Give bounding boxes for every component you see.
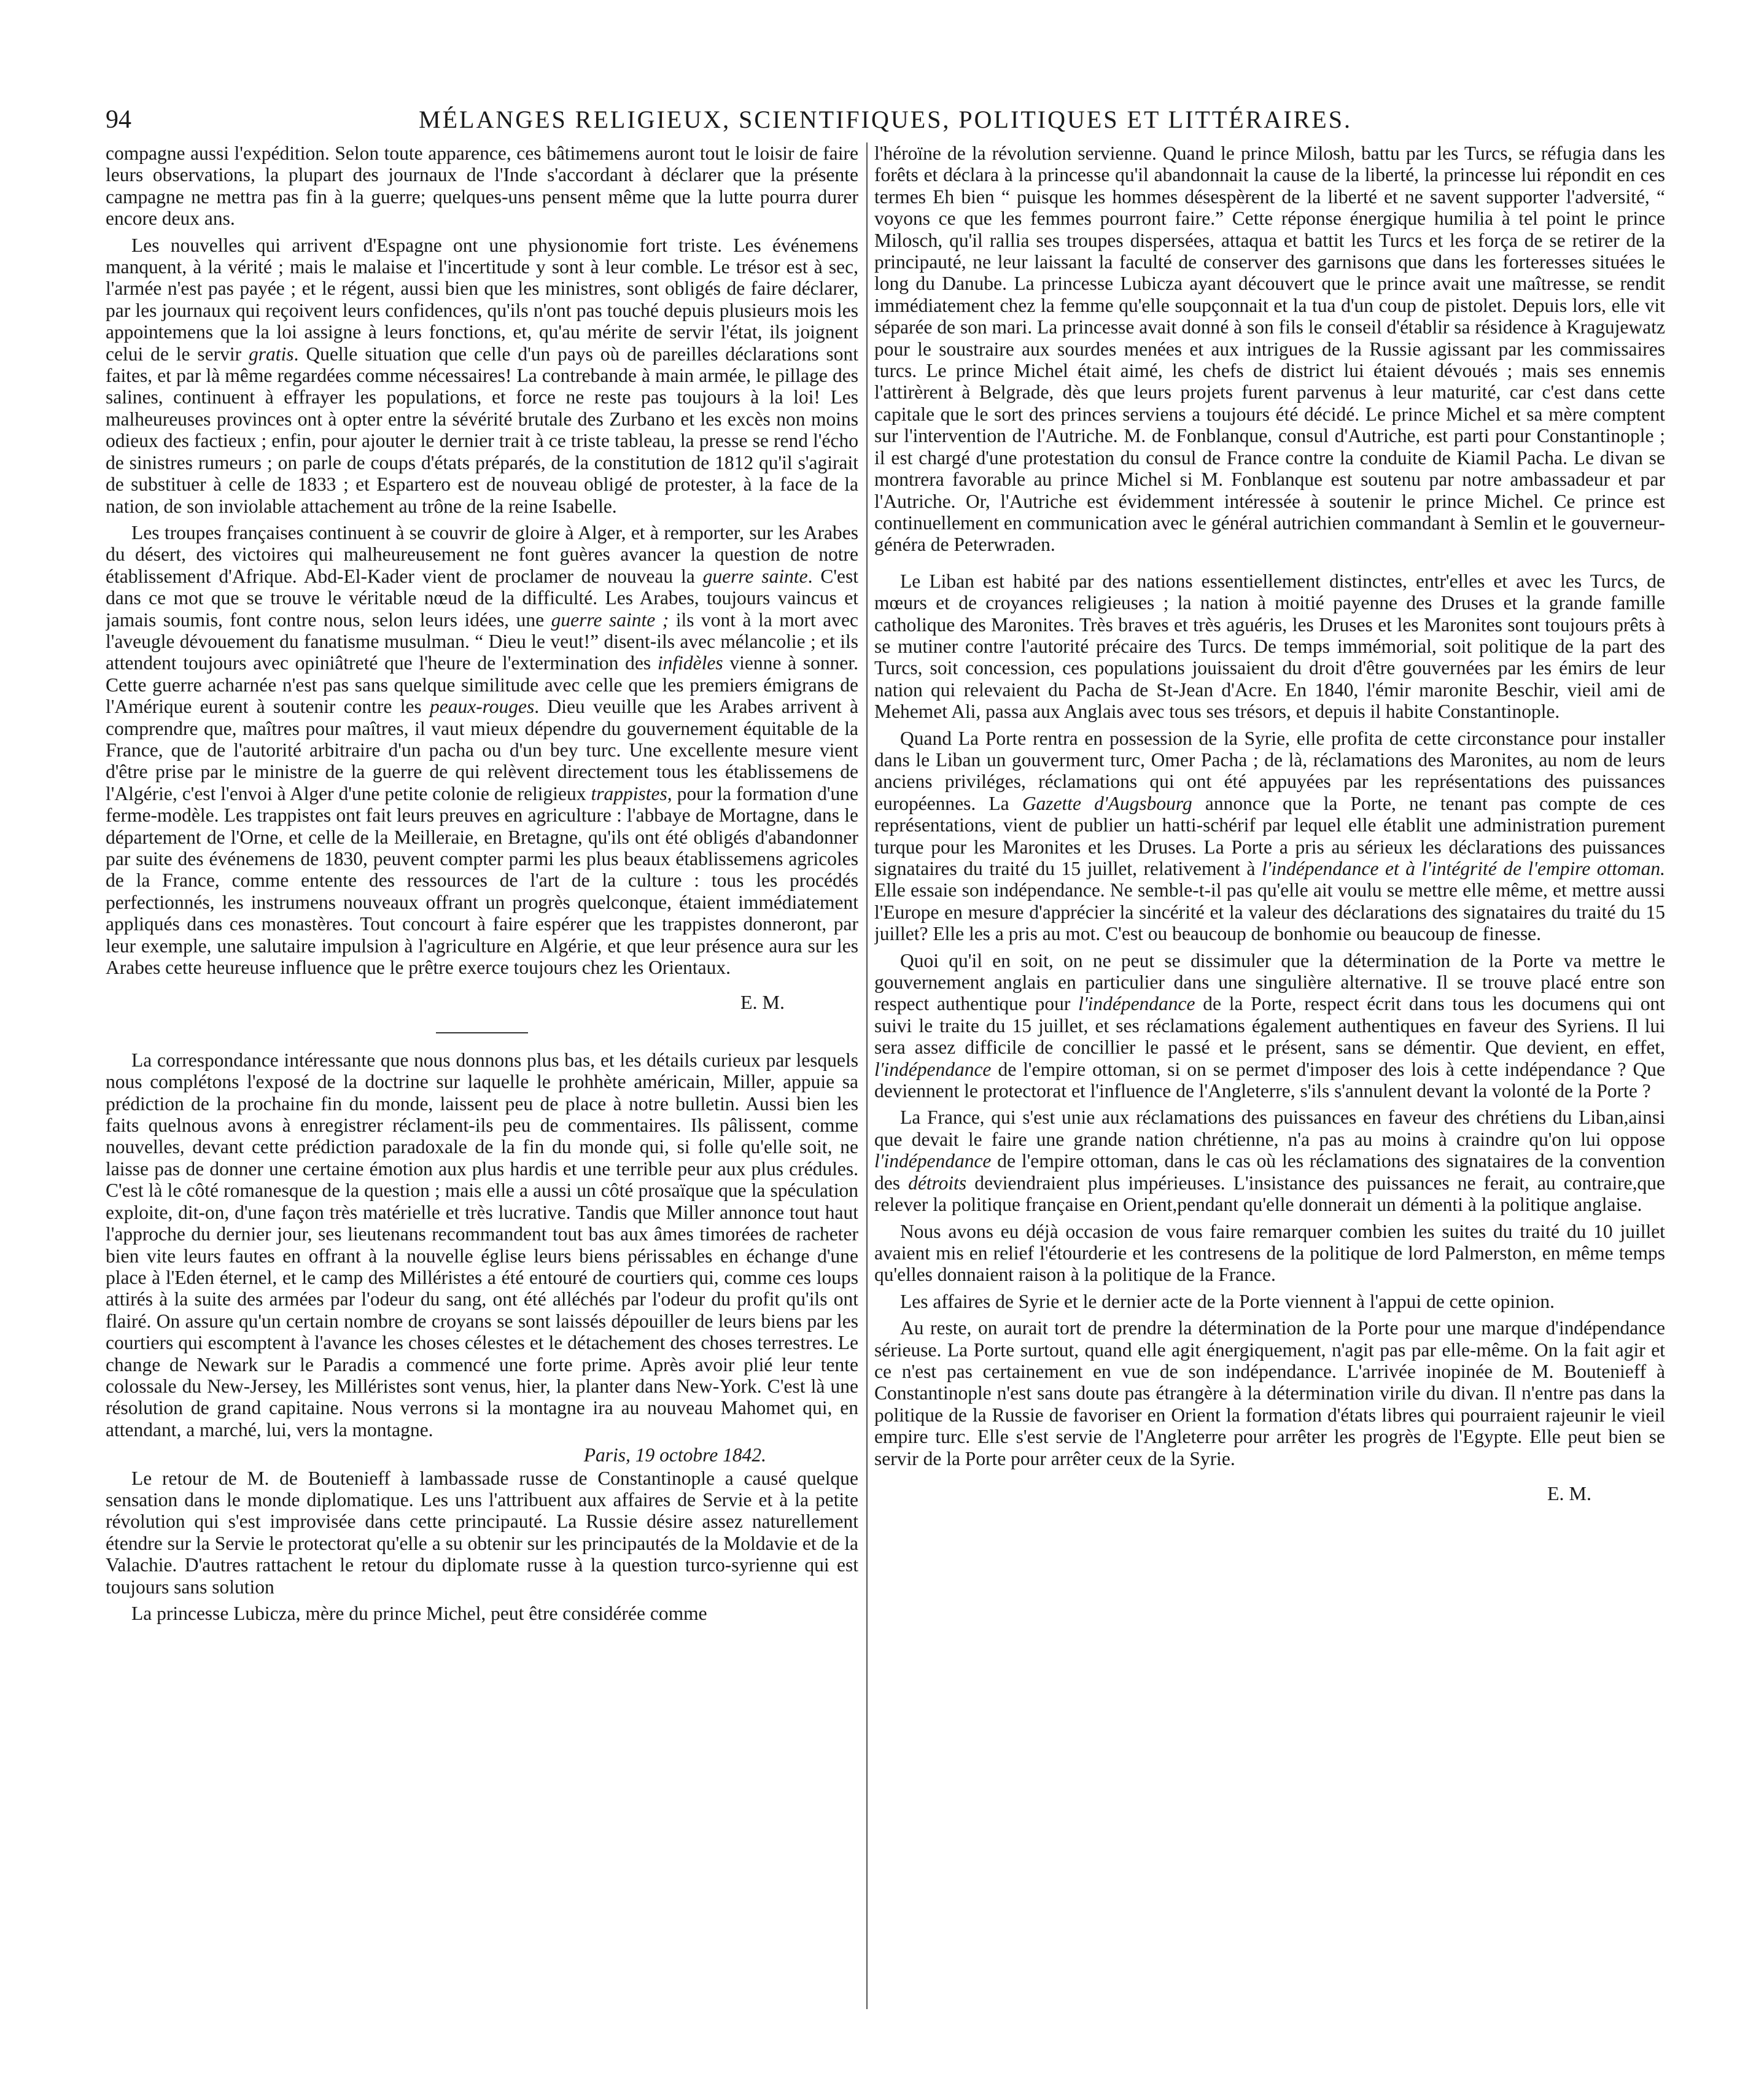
emphasis: l'indépendance: [874, 1058, 992, 1080]
paragraph: Quoi qu'il en soit, on ne peut se dissimuler que la détermination de la Porte va mettre le gouvernement anglais en particulier dans une singulière alternative. Il se trouve placé entre son respect authentique pour l'indépendance de la Porte, respect écrit dans tous les documens qui ont suivi le traite du 15 juillet, et ses réclamations également authentiques en faveur des Syriens. Il lui sera assez difficile de concillier le passé et le présent, sans se démentir. Que devient, en effet, l'indépendance de l'empire ottoman, si on se permet d'imposer des lois à cette indépendance ? Que deviennent le protectorat et l'influence de l'Angleterre, s'ils s'annulent devant la volonté de la Porte ?: [874, 949, 1665, 1102]
column-rule: [866, 142, 868, 2009]
right-column: [874, 142, 1665, 2021]
paragraph: Quand La Porte rentra en possession de la Syrie, elle profita de cette circonstance pour installer dans le Liban un gouverment turc, Omer Pacha ; de là, réclamations des Maronites, au nom de leurs anciens priviléges, réclamations qui ont été appuyées par les représentations des puissances européennes. La Gazette d'Augsbourg annonce que la Porte, ne tenant pas compte de ces représentations, vient de publier un hatti-schérif par lequel elle établit une administration purement turque pour les Maronites et les Druses. La Porte a pris au sérieux les déclarations des puissances signataires du traité du 15 juillet, relativement à l'indépendance et à l'intégrité de l'empire ottoman. Elle essaie son indépendance. Ne semble-t-il pas qu'elle ait voulu se mettre elle même, et mettre aussi l'Europe en mesure d'apprécier la sincérité et la valeur des déclarations des signataires du traité du 15 juillet? Elle les a pris au mot. C'est ou beaucoup de bonhomie ou beaucoup de finesse.: [874, 727, 1665, 945]
signature: E. M.: [740, 991, 785, 1014]
paragraph: Les affaires de Syrie et le dernier acte de la Porte viennent à l'appui de cette opinion.: [900, 1290, 1555, 1312]
paragraph: Les troupes françaises continuent à se couvrir de gloire à Alger, et à remporter, sur les Arabes du désert, des victoires qui malheureusement ne font guères avancer la question de notre établissement d'Afrique. Abd-El-Kader vient de proclamer de nouveau la guerre sainte. C'est dans ce mot que se trouve le véritable nœud de la difficulté. Les Arabes, toujours vaincus et jamais soumis, font contre nous, selon leurs idées, une guerre sainte ; ils vont à la mort avec l'aveugle dévouement du fanatisme musulman. “ Dieu le veut!” disent-ils avec mélancolie ; et ils attendent toujours avec opiniâtreté que l'heure de l'extermination des infidèles vienne à sonner. Cette guerre acharnée n'est pas sans quelque similitude avec celle que les premiers émigrans de l'Amérique eurent à soutenir contre les peaux-rouges. Dieu veuille que les Arabes arrivent à comprendre que, maîtres pour maîtres, il vaut mieux dépendre du gouvernement équitable de la France, que de l'autorité arbitraire d'un pacha ou d'un bey turc. Une excellente mesure vient d'être prise par le ministre de la guerre de qui relèvent directement tous les établissemens de l'Algérie, c'est l'envoi à Alger d'une petite colonie de religieux trappistes, pour la formation d'une ferme-modèle. Les trappistes ont fait leurs preuves en agriculture : l'abbaye de Mortagne, dans le département de l'Orne, et celle de la Meilleraie, en Bretagne, qu'ils ont été obligés d'abandonner par suite des événemens de 1830, peuvent compter parmi les plus beaux établissemens agricoles de la France, comme entente des ressources de l'art de la culture : tous les procédés perfectionnés, les instrumens nouveaux offrant un progrès quelconque, étaient immédiatement appliqués dans ces monastères. Tout concourt à faire espérer que les trappistes donneront, par leur exemple, une salutaire impulsion à l'agriculture en Algérie, et que leur présence aura sur les Arabes cette heureuse influence que le prêtre exerce toujours chez les Orientaux.: [106, 521, 858, 979]
paragraph: Les nouvelles qui arrivent d'Espagne ont une physionomie fort triste. Les événemens manquent, à la vérité ; mais le malaise et l'incertitude y sont à leur comble. Le trésor est à sec, l'armée n'est pas payée ; et le régent, aussi bien que les ministres, sont obligés de faire déclarer, par les journaux qui reçoivent leurs confidences, qu'ils n'ont pas touché depuis plusieurs mois les appointemens que la loi assigne à leurs fonctions, et, qu'au mérite de servir l'état, ils joignent celui de le servir gratis. Quelle situation que celle d'un pays où de pareilles déclarations sont faites, et par là même regardées comme nécessaires! La contrebande à main armée, le pillage des salines, continuent à effrayer les populations, et force ne reste pas toujours à la loi! Les malheureuses provinces ont à opter entre la sévérité brutale des Zurbano et les excès non moins odieux des factieux ; enfin, pour ajouter le dernier trait à ce triste tableau, la presse se rend l'écho de sinistres rumeurs ; on parle de coups d'états préparés, de la constitution de 1812 qu'il s'agirait de substituer à celle de 1833 ; et Espartero est de nouveau obligé de protester, à la face de la nation, de son inviolable attachement au trône de la reine Isabelle.: [106, 234, 858, 517]
emphasis: l'indépendance et à l'intégrité de l'empire ottoman.: [1262, 858, 1665, 879]
dateline: Paris, 19 octobre 1842.: [583, 1444, 766, 1466]
paragraph: l'héroïne de la révolution servienne. Quand le prince Milosh, battu par les Turcs, se réfugia dans les forêts et déclara à la princesse qu'il abandonnait la cause de la liberté, la princesse lui répondit en ces termes Eh bien “ puisque les hommes désespèrent de la liberté et ne savent supporter l'adversité, “ voyons ce que les femmes pourront faire.” Cette réponse énergique humilia à tel point le prince Milosch, qu'il rallia ses troupes dispersées, attaqua et battit les Turcs et les força de se retirer de la principauté, ne leur laissant la faculté de conserver des garnisons que dans les forteresses situées le long du Danube. La princesse Lubicza ayant découvert que le prince avait une maîtresse, se rendit immédiatement chez la femme qu'elle soupçonnait et la tua d'un coup de pistolet. Depuis lors, elle vit séparée de son mari. La princesse avait donné à son fils le conseil d'établir sa résidence à Kragujewatz pour le soustraire aux sourdes menées et aux intrigues de la Russie agissant par les commissaires turcs. Le prince Michel était aimé, les chefs de district lui étaient dévoués ; mais ses ennemis l'attirèrent à Belgrade, dès que leurs projets furent parvenus à leur maturité, car c'est dans cette capitale que le sort des princes serviens a toujours été décidé. Le prince Michel et sa mère comptent sur l'intervention de l'Autriche. M. de Fonblanque, consul d'Autriche, est parti pour Constantinople ; il est chargé d'une protestation du consul de France contre la conduite de Kiamil Pacha. Le divan se montrera favorable au prince Michel si M. Fonblanque est soutenu par notre ambassadeur et par l'Autriche. Or, l'Autriche est évidemment intéressée à soutenir le prince Michel. Ce prince est continuellement en communication avec le général autrichien commandant à Semlin et le gouverneur-généra de Peterwraden.: [874, 142, 1665, 556]
emphasis: détroits: [908, 1172, 967, 1194]
emphasis: guerre sainte ;: [551, 609, 669, 631]
paragraph: La correspondance intéressante que nous donnons plus bas, et les détails curieux par lesquels nous complétons l'exposé de la doctrine sur laquelle le prohhète américain, Miller, appuie sa prédiction de la prochaine fin du monde, laissent peu de place à notre bulletin. Aussi bien les faits quelnous avons à enregistrer réclament-ils peu de commentaires. Ils pâlissent, comme nouvelles, devant cette prédiction paradoxale de la fin du monde qui, si folle qu'elle soit, ne laisse pas de donner une certaine émotion aux plus hardis et une terrible peur aux plus crédules. C'est là le côté romanesque de la question ; mais elle a aussi un côté prosaïque que la spéculation exploite, dit-on, d'une façon très matérielle et très lucrative. Tandis que Miller annonce tout haut l'approche du dernier jour, ses lieutenans recommandent tout bas aux âmes timorées de racheter bien vite leurs fautes en offrant à la nouvelle église leurs biens périssables en échange d'une place à l'Eden éternel, et le camp des Milléristes a été entouré de courtiers qui, comme ces loups attirés à la suite des armées par l'odeur du sang, ont été alléchés par l'odeur du profit qu'ils ont flairé. On assure qu'un certain nombre de croyans se sont laissés dépouiller de leurs biens par les courtiers qui escomptent à l'avance les choses célestes et le détachement des choses terrestres. Le change de Newark sur le Paradis a commencé une forte prime. Après avoir plié leur tente colossale du New-Jersey, les Milléristes sont venus, hier, la planter dans New-York. C'est là une résolution de grand capitaine. Nous verrons si la montagne ira au nouveau Mahomet qui, en attendant, a marché, lui, vers la montagne.: [106, 1049, 858, 1441]
paragraph: Nous avons eu déjà occasion de vous faire remarquer combien les suites du traité du 10 juillet avaient mis en relief l'étourderie et les contresens de la politique de lord Palmerston, en même temps qu'elles donnaient raison à la politique de la France.: [874, 1220, 1665, 1286]
emphasis: infidèles: [657, 652, 723, 674]
left-column: [106, 142, 858, 2021]
paragraph: compagne aussi l'expédition. Selon toute apparence, ces bâtimemens auront tout le loisir de faire leurs observations, la plupart des journaux de l'Inde s'accordant à déclarer que la présente campagne ne mettra pas fin à la guerre; quelques-uns pensent même que la lutte pourra durer encore deux ans.: [106, 142, 858, 230]
emphasis: Gazette d'Augsbourg: [1022, 792, 1192, 814]
running-title: MÉLANGES RELIGIEUX, SCIENTIFIQUES, POLITIQUES ET LITTÉRAIRES.: [419, 106, 1352, 133]
paragraph: Au reste, on aurait tort de prendre la détermination de la Porte pour une marque d'indépendance sérieuse. La Porte surtout, quand elle agit énergiquement, n'agit pas par elle-même. On la fait agir et ce n'est pas certainement en vue de son indépendance. L'arrivée inopinée de M. Boutenieff à Constantinople n'est sans doute pas étrangère à la détermination virile du divan. Il n'entre pas dans la politique de la Russie de favoriser en Orient la formation d'états libres qui pourraient rajeunir le vieil empire turc. Elle s'est servie de l'Angleterre pour arrêter les progrès de l'Egypte. Elle peut bien se servir de la Porte pour arrêter ceux de la Syrie.: [874, 1317, 1665, 1469]
paragraph: La France, qui s'est unie aux réclamations des puissances en faveur des chrétiens du Liban,ainsi que devait le faire une grande nation chrétienne, n'a pas au moins à craindre qu'on lui oppose l'indépendance de l'empire ottoman, dans le cas où les réclamations des signataires de la convention des détroits deviendraient plus impérieuses. L'insistance des puissances ne ferait, au contraire,que relever la politique française en Orient,pendant qu'elle donnerait un démenti à la politique anglaise.: [874, 1106, 1665, 1216]
page-number: 94: [106, 106, 131, 134]
signature: E. M.: [1547, 1482, 1591, 1504]
paragraph: La princesse Lubicza, mère du prince Michel, peut être considérée comme: [131, 1603, 707, 1624]
section-divider: [436, 1032, 528, 1033]
emphasis: l'indépendance: [874, 1150, 992, 1172]
emphasis: gratis: [249, 343, 294, 365]
paragraph: Le Liban est habité par des nations essentiellement distinctes, entr'elles et avec les Turcs, de mœurs et de croyances religieuses ; la nation à moitié payenne des Druses et la grande famille catholique des Maronites. Très braves et très aguéris, les Druses et les Maronites sont toujours prêts à se mutiner contre l'autorité précaire des Turcs. De temps immémorial, soit politique de la part des Turcs, soit concession, ces populations jouissaient du droit d'être gouvernées par les émirs de leur nation qui relevaient du Pacha de St-Jean d'Acre. En 1840, l'émir maronite Beschir, vieil ami de Mehemet Ali, passa aux Anglais avec tous ses trésors, et depuis il habite Constantinople.: [874, 570, 1665, 723]
emphasis: peaux-rouges: [429, 696, 535, 718]
section-gap: [874, 556, 1665, 570]
paragraph: Le retour de M. de Boutenieff à lambassade russe de Constantinople a causé quelque sensation dans le monde diplomatique. Les uns l'attribuent aux affaires de Servie et à la petite révolution qui s'est improvisée dans cette principauté. La Russie désire assez naturellement étendre sur la Servie le protectorat qu'elle a su obtenir sur les principautés de la Moldavie et de la Valachie. D'autres rattachent le retour du diplomate russe à la question turco-syrienne qui est toujours sans solution: [106, 1467, 858, 1598]
emphasis: trappistes,: [591, 782, 672, 804]
emphasis: guerre sainte: [702, 565, 808, 587]
page-header: [106, 98, 1665, 141]
emphasis: l'indépendance: [1078, 993, 1195, 1015]
